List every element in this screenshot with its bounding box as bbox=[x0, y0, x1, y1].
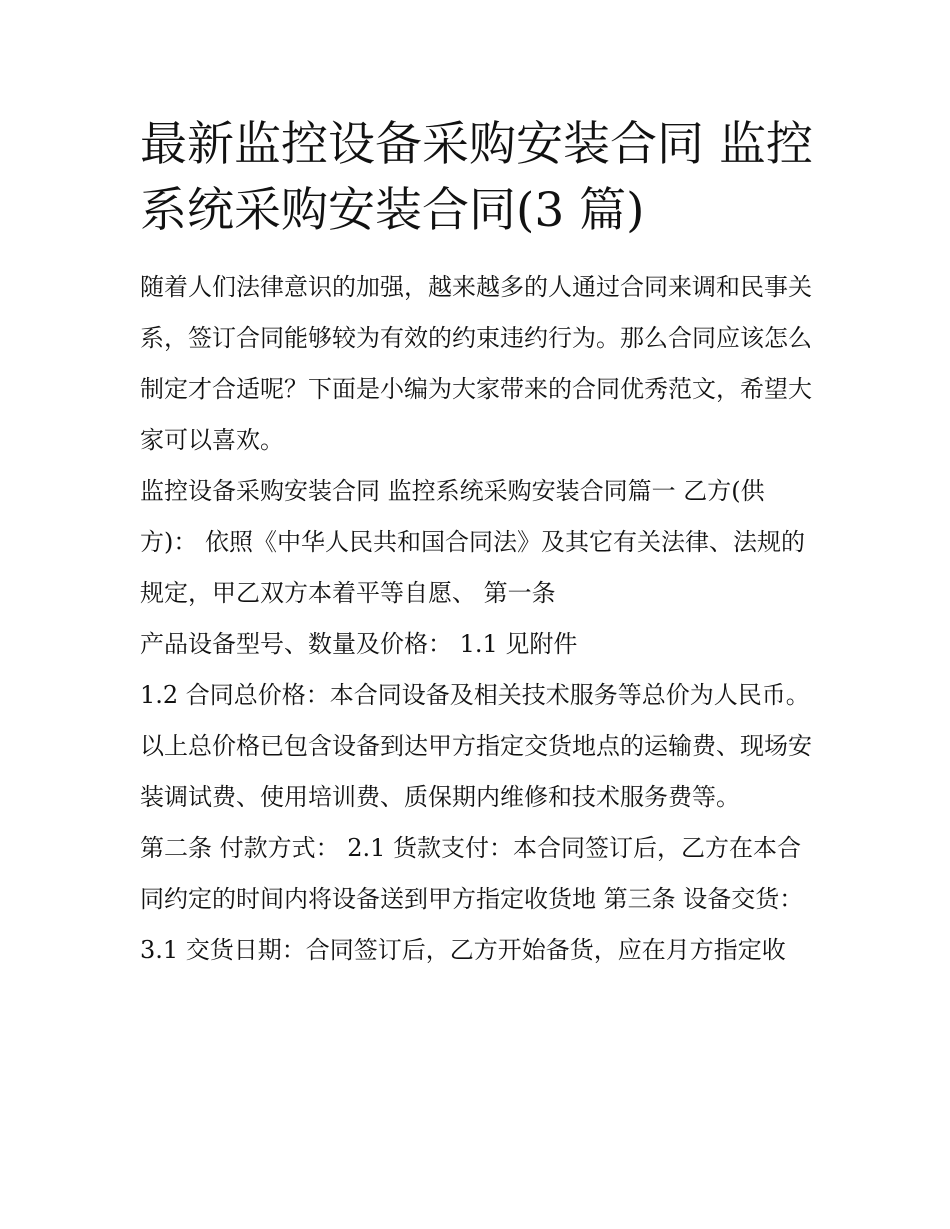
document-body bbox=[140, 112, 820, 976]
paragraph-product-model: 产品设备型号、数量及价格： 1.1 见附件 bbox=[140, 630, 578, 658]
paragraph-total-price: 1.2 合同总价格：本合同设备及相关技术服务等总价为人民币。以上总价格已包含设备到达甲方指定交货地点的运输费、现场安装调试费、使用培训费、质保期内维修和技术服务费等。 bbox=[140, 681, 812, 811]
paragraph-payment: 第二条 付款方式： 2.1 货款支付：本合同签订后，乙方在本合同约定的时间内将设备送到甲方指定收货地 第三条 设备交货： bbox=[140, 834, 804, 913]
paragraph-delivery-date: 3.1 交货日期：合同签订后，乙方开始备货，应在月方指定收 bbox=[140, 936, 786, 964]
document-title: 最新监控设备采购安装合同 监控系统采购安装合同(3 篇) bbox=[140, 117, 813, 238]
paragraph-contract-header: 监控设备采购安装合同 监控系统采购安装合同篇一 乙方(供方)： 依照《中华人民共和国合同法》及其它有关法律、法规的规定，甲乙双方本着平等自愿、 第一条 bbox=[140, 477, 805, 607]
paragraph-intro: 随着人们法律意识的加强，越来越多的人通过合同来调和民事关系，签订合同能够较为有效的约束违约行为。那么合同应该怎么制定才合适呢？下面是小编为大家带来的合同优秀范文，希望大家可以喜欢。 bbox=[140, 273, 812, 454]
